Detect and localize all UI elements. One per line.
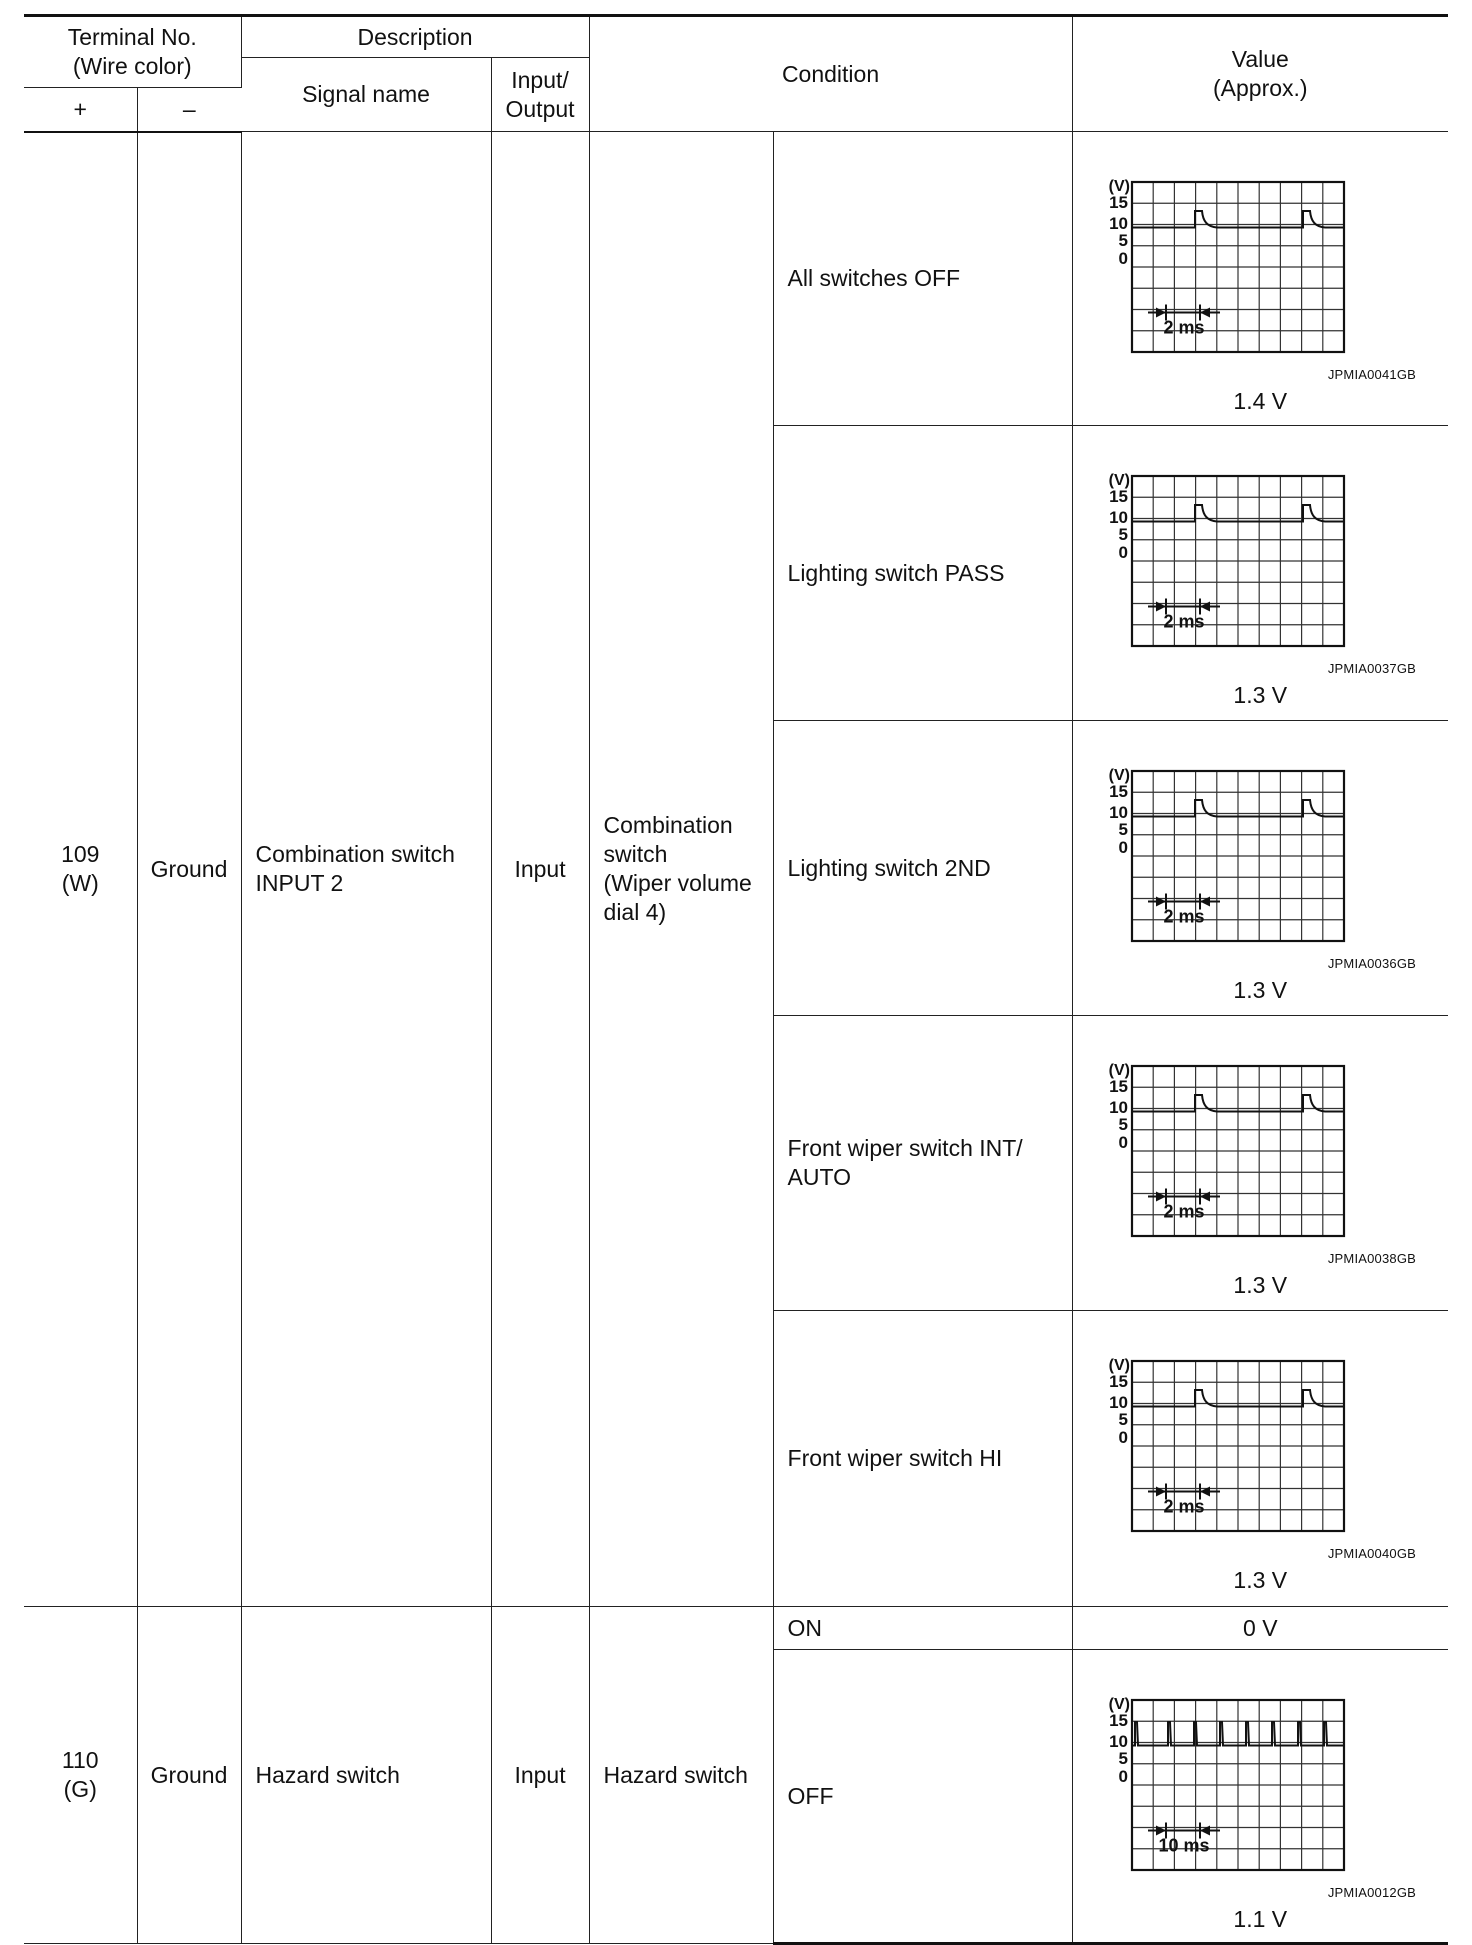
value-cell [1072, 1016, 1448, 1311]
value-cell [1072, 721, 1448, 1016]
subcondition-cell [773, 132, 1072, 426]
axis-tick-label: 10 [1109, 508, 1129, 527]
subcondition-line1: Lighting switch 2ND [787, 854, 991, 881]
terminal-number-cell [24, 1607, 137, 1944]
voltage-value: 1.3 V [1233, 682, 1288, 708]
figure-code: JPMIA0038GB [1327, 1251, 1417, 1266]
axis-tick-label: 0 [1118, 1428, 1129, 1447]
subcondition-line1: Front wiper switch INT/ [787, 1135, 1023, 1161]
plus-header: + [24, 88, 137, 132]
axis-tick-label: 5 [1118, 525, 1129, 544]
condition-line3: (Wiper volume [603, 870, 752, 896]
subcondition-line2: AUTO [787, 1164, 852, 1190]
axis-tick-label: 15 [1109, 782, 1129, 801]
axis-tick-label: 10 [1109, 803, 1129, 822]
figure-code: JPMIA0012GB [1327, 1885, 1417, 1900]
condition-line4: dial 4) [603, 899, 667, 925]
signal-name-header: Signal name [241, 58, 491, 132]
time-scale-label: 10 ms [1158, 1835, 1210, 1856]
axis-unit-label: (V) [1108, 1357, 1131, 1374]
axis-unit-label: (V) [1108, 767, 1131, 784]
condition-cell [589, 132, 773, 1607]
axis-tick-label: 10 [1109, 1098, 1129, 1117]
axis-unit-label: (V) [1108, 178, 1131, 195]
minus-header: – [137, 88, 241, 132]
description-header: Description [241, 16, 589, 58]
signal-name-cell [241, 132, 491, 1607]
axis-tick-label: 10 [1109, 214, 1129, 233]
oscilloscope-waveform [1100, 174, 1420, 368]
axis-tick-label: 15 [1109, 1711, 1129, 1730]
subcondition-cell [773, 426, 1072, 721]
voltage-value: 1.3 V [1233, 1272, 1288, 1298]
condition-line1: Combination [603, 812, 733, 838]
subcondition-cell [773, 1016, 1072, 1311]
axis-tick-label: 5 [1118, 1410, 1129, 1429]
value-cell [1072, 426, 1448, 721]
ground-cell: Ground [137, 132, 241, 1607]
value-on-cell: 0 V [1072, 1607, 1448, 1650]
voltage-value: 1.4 V [1233, 388, 1288, 414]
wire-color: (G) [63, 1776, 97, 1802]
axis-tick-label: 0 [1118, 1133, 1129, 1152]
time-scale-label: 2 ms [1163, 1201, 1205, 1222]
specification-table-page [24, 14, 1448, 1945]
oscilloscope-waveform [1100, 1692, 1420, 1886]
axis-unit-label: (V) [1108, 1062, 1131, 1079]
time-scale-label: 2 ms [1163, 611, 1205, 632]
axis-tick-label: 15 [1109, 1077, 1129, 1096]
terminal-number: 110 [61, 1747, 99, 1773]
axis-tick-label: 5 [1118, 1749, 1129, 1768]
wire-color-label: (Wire color) [72, 53, 192, 79]
axis-tick-label: 10 [1109, 1393, 1129, 1412]
figure-code: JPMIA0037GB [1327, 661, 1417, 676]
axis-tick-label: 0 [1118, 543, 1129, 562]
terminal-spec-table [24, 14, 1448, 1945]
voltage-value: 1.1 V [1233, 1906, 1288, 1932]
figure-code: JPMIA0041GB [1327, 367, 1417, 382]
signal-name-line1: Combination switch [255, 841, 455, 867]
axis-tick-label: 5 [1118, 231, 1129, 250]
subcondition-cell [773, 1311, 1072, 1607]
subcondition-cell [773, 721, 1072, 1016]
condition-header: Condition [589, 16, 1072, 132]
value-cell [1072, 1311, 1448, 1607]
subcondition-line1: All switches OFF [787, 265, 961, 291]
io-cell: Input [491, 1607, 589, 1944]
condition-line2: switch [603, 841, 668, 867]
subcondition-line1: Front wiper switch HI [787, 1445, 1003, 1471]
value-label: Value [1231, 46, 1289, 72]
signal-name-line2: INPUT 2 [255, 870, 344, 896]
axis-tick-label: 15 [1109, 487, 1129, 506]
axis-unit-label: (V) [1108, 1696, 1131, 1713]
subcondition-on-cell: ON [773, 1607, 1072, 1650]
time-scale-label: 2 ms [1163, 317, 1205, 338]
axis-unit-label: (V) [1108, 472, 1131, 489]
oscilloscope-waveform [1100, 763, 1420, 957]
axis-tick-label: 15 [1109, 1372, 1129, 1391]
voltage-value: 1.3 V [1233, 977, 1288, 1003]
oscilloscope-waveform [1100, 468, 1420, 662]
axis-tick-label: 15 [1109, 193, 1129, 212]
condition-cell: Hazard switch [589, 1607, 773, 1944]
output-label: Output [505, 95, 575, 122]
axis-tick-label: 0 [1118, 838, 1129, 857]
input-label: Input/ [511, 66, 569, 93]
io-cell: Input [491, 132, 589, 1607]
value-cell [1072, 132, 1448, 426]
axis-tick-label: 5 [1118, 1115, 1129, 1134]
wire-color: (W) [61, 870, 99, 897]
time-scale-label: 2 ms [1163, 906, 1205, 927]
oscilloscope-waveform [1100, 1058, 1420, 1252]
table-row [24, 1607, 1448, 1650]
signal-name-cell: Hazard switch [241, 1607, 491, 1944]
terminal-no-label: Terminal No. [67, 24, 197, 50]
axis-tick-label: 10 [1109, 1732, 1129, 1751]
terminal-number: 109 [61, 841, 100, 868]
value-header [1072, 16, 1448, 132]
terminal-no-header [24, 16, 241, 88]
axis-tick-label: 0 [1118, 249, 1129, 268]
subcondition-off-cell: OFF [773, 1650, 1072, 1944]
table-row [24, 132, 1448, 426]
ground-cell: Ground [137, 1607, 241, 1944]
voltage-value: 1.3 V [1233, 1567, 1288, 1593]
header-row-1 [24, 16, 1448, 58]
time-scale-label: 2 ms [1163, 1496, 1205, 1517]
figure-code: JPMIA0040GB [1327, 1546, 1417, 1561]
axis-tick-label: 0 [1118, 1767, 1129, 1786]
terminal-number-cell [24, 132, 137, 1607]
input-output-header [491, 58, 589, 132]
oscilloscope-waveform [1100, 1353, 1420, 1547]
value-cell [1072, 1650, 1448, 1944]
approx-label: (Approx.) [1212, 75, 1308, 101]
axis-tick-label: 5 [1118, 820, 1129, 839]
subcondition-line1: Lighting switch PASS [787, 559, 1005, 586]
figure-code: JPMIA0036GB [1327, 956, 1417, 971]
